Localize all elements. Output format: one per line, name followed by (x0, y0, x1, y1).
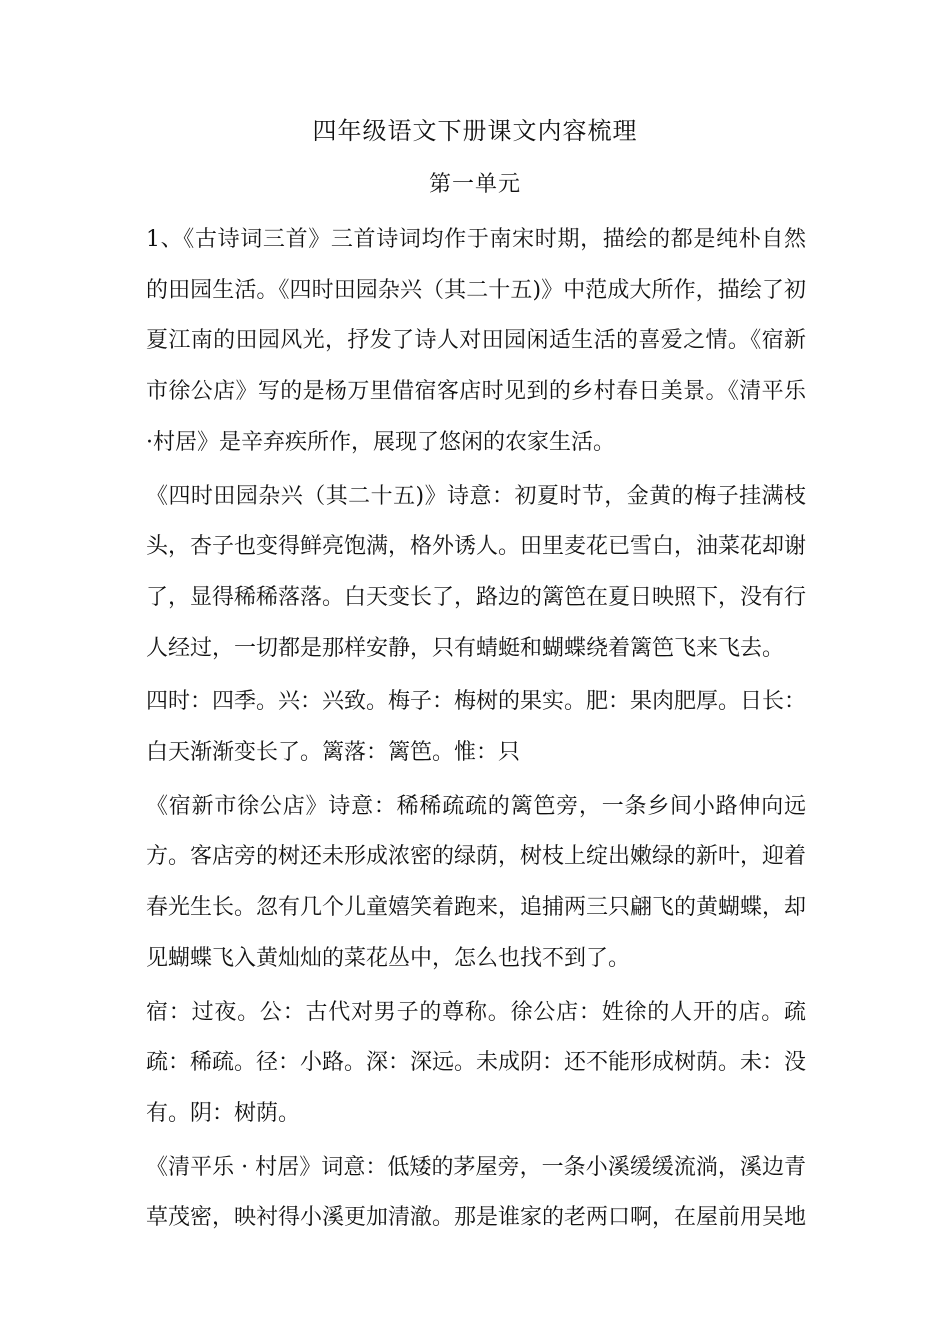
paragraph-qingpingle-meaning: 《清平乐 · 村居》词意：低矮的茅屋旁，一条小溪缓缓流淌，溪边青草茂密，映衬得小溪更加清澈。那是谁家的老两口啊，在屋前用吴地 (146, 1154, 807, 1231)
paragraph-poems-overview: 1、《古诗词三首》三首诗词均作于南宋时期，描绘的都是纯朴自然的田园生活。《四时田园杂兴（其二十五)》中范成大所作，描绘了初夏江南的田园风光，抒发了诗人对田园闲适生活的喜爱之情。《宿新市徐公店》写的是杨万里借宿客店时见到的乡村春日美景。《清平乐 ·村居》是辛弃疾所作，展现了悠闲的农家生活。 (146, 227, 806, 455)
document-body (146, 215, 806, 1247)
paragraph-sishi-glossary: 四时：四季。兴：兴致。梅子：梅树的果实。肥：果肉肥厚。日长：白天渐渐变长了。篱落：篱笆。惟：只 (146, 689, 807, 766)
unit-heading: 第一单元 (428, 172, 521, 197)
paragraph-sishi-meaning: 《四时田园杂兴（其二十五)》诗意：初夏时节，金黄的梅子挂满枝头，杏子也变得鲜亮饱满，格外诱人。田里麦花已雪白，油菜花却谢了，显得稀稀落落。白天变长了，路边的篱笆在夏日映照下，没有行人经过，一切都是那样安静，只有蜻蜓和蝴蝶绕着篱笆飞来飞去。 (146, 483, 807, 661)
paragraph-suxinshi-glossary: 宿：过夜。公：古代对男子的尊称。徐公店：姓徐的人开的店。疏疏：稀疏。径：小路。深：深远。未成阴：还不能形成树荫。未：没有。阴：树荫。 (146, 999, 807, 1126)
paragraph-suxinshi-meaning: 《宿新市徐公店》诗意：稀稀疏疏的篱笆旁，一条乡间小路伸向远方。客店旁的树还未形成浓密的绿荫，树枝上绽出嫩绿的新叶，迎着春光生长。忽有几个儿童嬉笑着跑来，追捕两三只翩飞的黄蝴蝶，却见蝴蝶飞入黄灿灿的菜花丛中，怎么也找不到了。 (146, 793, 807, 971)
document-title: 四年级语文下册课文内容梳理 (312, 117, 638, 145)
